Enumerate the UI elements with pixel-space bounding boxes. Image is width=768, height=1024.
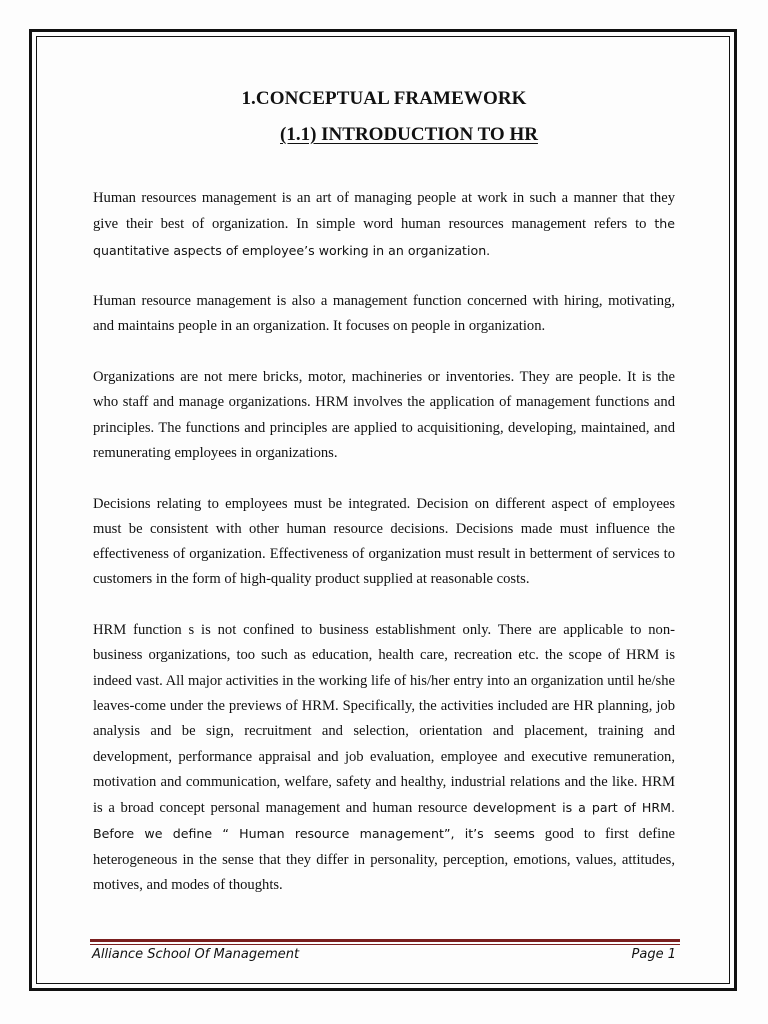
footer-page-number: Page 1 (631, 947, 676, 962)
footer-rule-thin (90, 944, 680, 945)
paragraph-5 (93, 618, 675, 898)
paragraph-3: Organizations are not mere bricks, motor, machineries or inventories. They are people. It is the who staff and manage organizations. HRM involves the application of management functions and principles. The functions and principles are applied to acquisitioning, developing, maintained, and remunerating employees in organizations. (93, 369, 675, 461)
paragraph-1-text-a: Human resources management is an art of managing people at work in such a manner that they give their best of organization. In simple word human resources management refers to (93, 190, 675, 233)
paragraph-1-text-b: the quantitative aspects of employee’s working in an organization. (93, 216, 675, 258)
footer-school-name: Alliance School Of Management (92, 947, 300, 962)
document-body (93, 186, 675, 924)
paragraph-2: Human resource management is also a management function concerned with hiring, motivating, and maintains people in an organization. It focuses on people in organization. (93, 293, 675, 335)
paragraph-5-text-a: HRM function s is not confined to business establishment only. There are applicable to non-business organizations, too such as education, health care, recreation etc. the scope of HRM is indeed vast. All major activities in the working life of his/her entry into an organization until he/she leaves-come under the previews of HRM. Specifically, the activities included are HR planning, job analysis and be sign, recruitment and selection, orientation and placement, training and development, performance appraisal and job evaluation, employee and executive remuneration, motivation and communication, welfare, safety and healthy, industrial relations and the like. HRM is a broad concept personal management and human resource (93, 622, 675, 817)
section-subtitle: (1.1) INTRODUCTION TO HR (280, 124, 538, 145)
paragraph-4: Decisions relating to employees must be integrated. Decision on different aspect of employees must be consistent with other human resource decisions. Decisions made must influence the effectiveness of organization. Effectiveness of organization must result in betterment of services to customers in the form of high-quality product supplied at reasonable costs. (93, 495, 675, 588)
paragraph-5-text-b: development is a part of HRM. Before we define “ Human resource management”, it’s seems (93, 800, 675, 842)
page-title: 1.CONCEPTUAL FRAMEWORK (241, 88, 527, 109)
paragraph-1 (93, 186, 675, 264)
footer-rule-thick (90, 939, 680, 942)
paragraph-5-text-c: good to first define heterogeneous in the sense that they differ in personality, perception, emotions, values, attitudes, motives, and modes of thoughts. (93, 826, 675, 894)
